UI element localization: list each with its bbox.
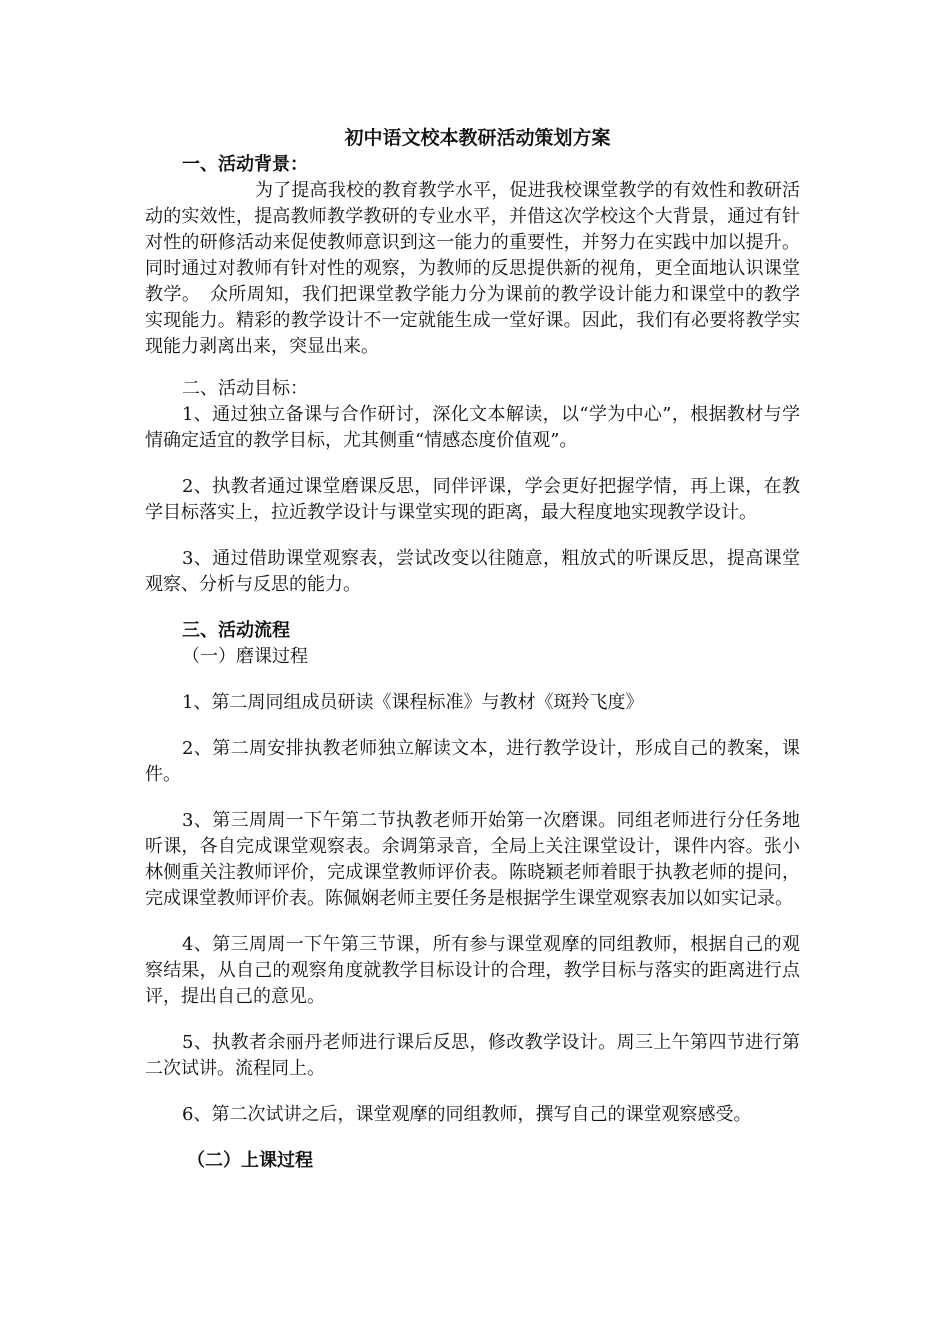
process-step-4: 4、第三周周一下午第三节课，所有参与课堂观摩的同组教师，根据自己的观察结果，从自己的观察角度就教学目标设计的合理，教学目标与落实的距离进行点评，提出自己的意见。 bbox=[145, 934, 800, 1007]
process-step-6: 6、第二次试讲之后，课堂观摩的同组教师，撰写自己的课堂观察感受。 bbox=[182, 1104, 752, 1125]
background-paragraph: 为了提高我校的教育教学水平，促进我校课堂教学的有效性和教研活动的实效性，提高教师教学教研的专业水平，并借这次学校这个大背景，通过有针对性的研修活动来促使教师意识到这一能力的重要性，并努力在实践中加以提升。同时通过对教师有针对性的观察，为教师的反思提供新的视角，更全面地认识课堂教学。 众所周知，我们把课堂教学能力分为课前的教学设计能力和课堂中的教学实现能力。精彩的教学设计不一定就能生成一堂好课。因此，我们有必要将教学实现能力剥离出来，突显出来。 bbox=[145, 180, 800, 357]
document-title: 初中语文校本教研活动策划方案 bbox=[344, 127, 611, 149]
section-heading-background: 一、活动背景： bbox=[182, 154, 308, 175]
subsection-heading-class: （二）上课过程 bbox=[187, 1150, 313, 1171]
goal-item-2: 2、执教者通过课堂磨课反思，同伴评课，学会更好把握学情，再上课，在教学目标落实上，拉近教学设计与课堂实现的距离，最大程度地实现教学设计。 bbox=[145, 476, 800, 523]
process-step-5: 5、执教者余丽丹老师进行课后反思，修改教学设计。周三上午第四节进行第二次试讲。流程同上。 bbox=[145, 1032, 800, 1079]
process-step-2: 2、第二周安排执教老师独立解读文本，进行教学设计，形成自己的教案，课件。 bbox=[145, 738, 800, 785]
document-page bbox=[145, 124, 800, 1174]
process-step-3: 3、第三周周一下午第二节执教老师开始第一次磨课。同组老师进行分任务地听课，各自完成课堂观察表。余调第录音，全局上关注课堂设计，课件内容。张小林侧重关注教师评价，完成课堂教师评价表。陈晓颖老师着眼于执教老师的提问，完成课堂教师评价表。陈佩娴老师主要任务是根据学生课堂观察表加以如实记录。 bbox=[145, 810, 800, 909]
subsection-heading-rehearsal: （一）磨课过程 bbox=[182, 646, 308, 667]
process-step-1: 1、第二周同组成员研读《课程标准》与教材《斑羚飞度》 bbox=[182, 692, 644, 713]
section-heading-goals: 二、活动目标： bbox=[182, 378, 308, 399]
goal-item-1: 1、通过独立备课与合作研讨，深化文本解读，以“学为中心”，根据教材与学情确定适宜的教学目标，尤其侧重“情感态度价值观”。 bbox=[145, 404, 800, 451]
goal-item-3: 3、通过借助课堂观察表，尝试改变以往随意，粗放式的听课反思，提高课堂观察、分析与反思的能力。 bbox=[145, 548, 800, 595]
section-heading-process: 三、活动流程 bbox=[182, 620, 290, 641]
